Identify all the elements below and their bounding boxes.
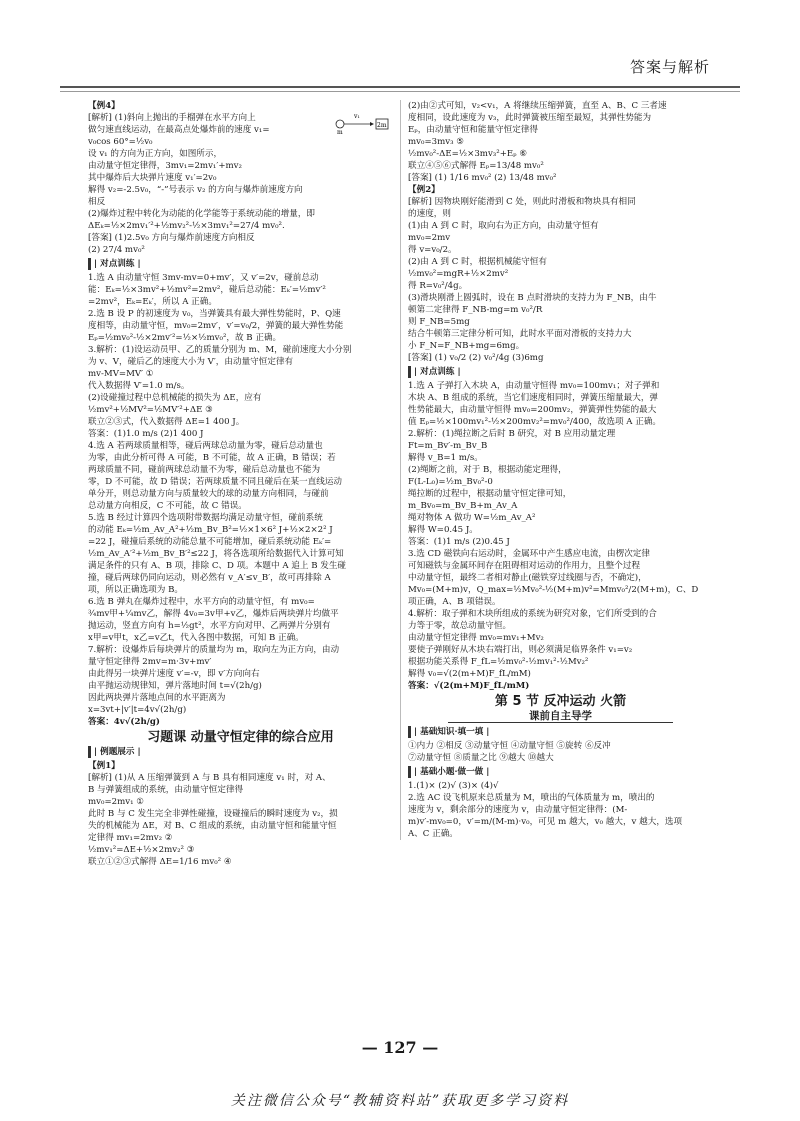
momentum-diagram [330,106,396,136]
text-line: 3.解析：(1)设运动员甲、乙的质量分别为 m、M，碰前速度大小分别 [88,345,352,355]
text-line: 答案：4v√(2h/g) [88,717,160,727]
text-line: mv-MV=MV′ ① [88,369,154,379]
text-line: 解得 v₀=√(2(m+M)F_fL/mM) [408,669,531,679]
text-line: [解析] (1)斜向上抛出的手榴弹在水平方向上 [88,113,256,123]
text-line: 1.选 A 子弹打入木块 A，由动量守恒得 mv₀=100mv₁；对子弹和 [408,381,660,391]
text-line: 答案：(1)1 m/s (2)0.45 J [408,537,510,547]
text-line: 4.选 A 若两球质量相等，碰后两球总动量为零，碰后总动量也 [88,441,323,451]
text-line: 定律得 mv₁=2mv₂ ② [88,833,173,843]
text-line: 单分开，则总动量方向与质量较大的球的动量方向相同，与碰前 [88,489,329,499]
text-line: v₀cos 60°=½v₀ [88,137,153,147]
text-line: | 对点训练 | [408,366,713,378]
text-line: B 与弹簧组成的系统，由动量守恒定律得 [88,785,244,795]
text-line: 由此得另一块弹片速度 v′=-v，即 v′方向向右 [88,669,260,679]
text-line: 其中爆炸后大块弹片速度 v₁′=2v₀ [88,173,217,183]
column-divider [400,100,401,840]
right-column [408,100,713,839]
text-line: 度相等，由动量守恒，mv₀=2mv′，v′=v₀/2，弹簧的最大弹性势能 [88,321,344,331]
text-line: 为 v、V，碰后乙的速度大小为 V′，由动量守恒定律有 [88,357,294,367]
text-line: 解得 v_B=1 m/s。 [408,453,483,463]
text-line: 项，所以正确选项为 B。 [88,585,183,595]
text-line: (2)由 A 到 C 时，根据机械能守恒有 [408,257,548,267]
text-line: mv₀=3mv₃ ⑤ [408,137,465,147]
right-subtitle: 课前自主导学 [448,710,673,723]
text-line: 值 Eₚ=½×100mv₁²-½×200mv₂²=mv₀²/400，故选项 A 正确。 [408,417,662,427]
text-line: Eₚ，由动量守恒和能量守恒定律得 [408,125,539,135]
text-line: 满足条件的只有 A、B 项，排除 C、D 项。本题中 A 追上 B 发生碰 [88,561,347,571]
page-number: — 127 — [361,1038,439,1057]
text-line: 1.(1)× (2)√ (3)× (4)√ [408,781,499,791]
text-line: | 对点训练 | [88,258,393,270]
text-line: 解得 v₂=-2.5v₀，“-”号表示 v₂ 的方向与爆炸前速度方向 [88,185,303,195]
text-line: 得 R=v₀²/4g。 [408,281,468,291]
diagram-label-2m: 2m [377,122,387,129]
text-line: 【例2】 [408,185,440,195]
text-line: 3.选 CD 磁铁向右运动时，金属环中产生感应电流，由楞次定律 [408,549,650,559]
text-line: 因此两块弹片落地点间的水平距离为 [88,693,226,703]
right-chapter-title: 第 5 节 反冲运动 火箭 [494,694,627,709]
text-line: mv₀=2mv₁ ① [88,797,145,807]
text-line: m)v′-mv₀=0，v′=m/(M-m)·v₀，可见 m 越大，v₀ 越大，v 越大，选项 [408,817,683,827]
text-line: 要使子弹刚好从木块右端打出，则必须满足临界条件 v₁=v₂ [408,645,633,655]
text-line: 度相同，设此速度为 v₃，此时弹簧被压缩至最短，其弹性势能为 [408,113,652,123]
text-line: 的动能 Eₖ=½m_Av_A²+½m_Bv_B²=½×1×6² J+½×2×2² J [88,525,333,535]
text-line: 由动量守恒定律得 mv₀=mv₁+Mv₂ [408,633,544,643]
text-line: 5.选 B 经过计算四个选项附带数据均满足动量守恒，碰前系统 [88,513,323,523]
text-line: 中动量守恒，最终二者相对静止(磁铁穿过线圈与否，不确定)， [408,573,647,583]
text-line: 为零，由此分析可得 A 可能，B 不可能，故 A 正确，B 错误；若 [88,453,336,463]
text-line: 联立①②③式解得 ΔE=1/16 mv₀² ④ [88,857,232,867]
text-line: 2.选 B 设 P 的初速度为 v₀，当弹簧具有最大弹性势能时，P、Q速 [88,309,341,319]
right-text-block [408,100,713,692]
text-line: 顿第二定律得 F_NB-mg=m v₀²/R [408,305,543,315]
text-line: F(L-L₀)=½m_Bv₀²-0 [408,477,493,487]
text-line: m_Bv₀=m_Bv_B+m_Av_A [408,501,518,511]
text-line: | 基础小题·做一做 | [408,766,713,778]
text-line: 由动量守恒定律得，3mv₁=2mv₁′+mv₂ [88,161,242,171]
text-line: 1.选 A 由动量守恒 3mv-mv=0+mv′，又 v′=2v，碰前总动 [88,273,319,283]
diagram-label-v1: v₁ [354,113,360,120]
text-line: 4.解析：取子弹和木块所组成的系统为研究对象，它们所受到的合 [408,609,657,619]
text-line: 项正确，A、B 项错误。 [408,597,501,607]
text-line: 解得 W=0.45 J。 [408,525,478,535]
text-line: [答案] (1)2.5v₀ 方向与爆炸前速度方向相反 [88,233,255,243]
left-chapter-title: 习题课 动量守恒定律的综合应用 [147,730,334,745]
text-line: ½m_Av_A′²+½m_Bv_B′²≤22 J，将各选项所给数据代入计算可知 [88,549,344,559]
text-line: 由平抛运动规律知，弹片落地时间 t=√(2h/g) [88,681,262,691]
text-line: 6.选 B 弹丸在爆炸过程中，水平方向的动量守恒，有 mv₀= [88,597,315,607]
text-line: ½mv₀²-ΔE=½×3mv₃²+Eₚ ⑥ [408,149,528,159]
text-line: 根据功能关系得 F_fL=½mv₀²-½mv₁²-½Mv₂² [408,657,589,667]
text-line: (3)滑块刚滑上圆弧时，设在 B 点时滑块的支持力为 F_NB，由牛 [408,293,657,303]
text-line: | 基础知识·填一填 | [408,726,713,738]
text-line: (2) 27/4 mv₀² [88,245,145,255]
text-line: 抛运动，竖直方向有 h=½gt²，水平方向对甲、乙两弹片分别有 [88,621,331,631]
text-line: 【例1】 [88,761,120,771]
text-line: ½mv₀²=mgR+½×2mv² [408,269,509,279]
text-line: Mv₀=(M+m)v，Q_max=½Mv₀²-½(M+m)v²=Mmv₀²/2(M+m)，C、D [408,585,699,595]
text-line: ½mv²+½MV²=½MV′²+ΔE ③ [88,405,213,415]
text-line: 设 v₁ 的方向为正方向，如图所示， [88,149,223,159]
text-line: 结合牛顿第三定律分析可知，此时水平面对滑板的支持力大 [408,329,632,339]
left-column [88,100,393,875]
text-line: A、C 正确。 [408,829,458,839]
text-line: 答案：√(2(m+M)F_fL/mM) [408,681,530,691]
left-text-block-2 [88,746,393,868]
text-line: 得 v=v₀/2。 [408,245,457,255]
right-text-block-2 [408,726,713,840]
text-line: (1)由 A 到 C 时，取向右为正方向，由动量守恒有 [408,221,599,231]
text-line: 总动量方向相反，C 不可能，故 C 错误。 [88,501,247,511]
text-line: 可知磁铁与金属环间存在阻碍相对运动的作用力，且整个过程 [408,561,641,571]
text-line: (2)设碰撞过程中总机械能的损失为 ΔE，应有 [88,393,262,403]
text-line: 联立②③式，代入数据得 ΔE=1 400 J。 [88,417,245,427]
text-line: =2mv²，Eₖ=Eₖ′，所以 A 正确。 [88,297,217,307]
text-line: [答案] (1) v₀/2 (2) v₀²/4g (3)6mg [408,353,544,363]
text-line: 撞，碰后两球仍同向运动，则必然有 v_A′≤v_B′，故可再排除 A [88,573,331,583]
text-line: 小 F_N=F_NB+mg=6mg。 [408,341,525,351]
text-line: ΔEₖ=½×2mv₁′²+½mv₂²-½×3mv₁²=27/4 mv₀². [88,221,285,231]
text-line: =22 J，碰撞后系统的动能总量不可能增加，碰后系统动能 Eₖ′= [88,537,332,547]
text-line: 失的机械能为 ΔE，对 B、C 组成的系统，由动量守恒和能量守恒 [88,821,337,831]
text-line: [解析] 因物块刚好能滑到 C 处，则此时滑板和物块具有相同 [408,197,636,207]
text-line: 能：Eₖ=½×3mv²+½mv²=2mv²，碰后总动能：Eₖ′=½mv′² [88,285,326,295]
text-line: 2.解析：(1)绳拉断之后时 B 研究，对 B 应用动量定理 [408,429,616,439]
text-line: 力等于零，故总动量守恒。 [408,621,512,631]
text-line: ¾mv甲+¼mv乙，解得 4v₀=3v甲+v乙，爆炸后两块弹片均做平 [88,609,339,619]
header-rule [60,91,740,92]
text-line: (2)绳断之前，对于 B，根据动能定理得， [408,465,567,475]
text-line: 代入数据得 V′=1.0 m/s。 [88,381,190,391]
text-line: 相反 [88,197,106,207]
text-line: 此时 B 与 C 发生完全非弹性碰撞，设碰撞后的瞬时速度为 v₂，损 [88,809,338,819]
text-line: mv₀=2mv [408,233,451,243]
text-line: ½mv₁²=ΔE+½×2mv₂² ③ [88,845,195,855]
text-line: (2)爆炸过程中转化为动能的化学能等于系统动能的增量，即 [88,209,316,219]
left-text-block [88,100,393,728]
text-line: 的速度，则 [408,209,451,219]
text-line: | 例题展示 | [88,746,393,758]
text-line: 性势能最大，由动量守恒得 mv₀=200mv₂，弹簧弹性势能的最大 [408,405,657,415]
text-line: 绳对物体 A 做功 W=½m_Av_A² [408,513,536,523]
text-line: x甲=v甲t，x乙=v乙t，代入各图中数据，可知 B 正确。 [88,633,304,643]
footer-note: 关注微信公众号“教辅资料站”获取更多学习资料 [230,1093,570,1109]
text-line: 零，D 不可能，故 D 错误；若两球质量不同且碰后在某一直线运动 [88,477,343,487]
text-line: 量守恒定律得 2mv=m·3v+mv′ [88,657,212,667]
text-line: x=3vt+|v′|t=4v√(2h/g) [88,705,187,715]
text-line: (2)由②式可知，v₂<v₁，A 将继续压缩弹簧，直至 A、B、C 三者速 [408,101,667,111]
text-line: 做匀速直线运动，在最高点处爆炸前的速度 v₁= [88,125,270,135]
text-line: ①内力 ②相反 ③动量守恒 ④动量守恒 ⑤旋转 ⑥反冲 [408,741,611,751]
text-line: [答案] (1) 1/16 mv₀² (2) 13/48 mv₀² [408,173,557,183]
text-line: ⑦动量守恒 ⑧质量之比 ⑨越大 ⑩越大 [408,753,554,763]
text-line: 木块 A、B 组成的系统，当它们速度相同时，弹簧压缩量最大，弹 [408,393,659,403]
header-title: 答案与解析 [629,58,710,76]
text-line: Ft=m_Bv′-m_Bv_B [408,441,488,451]
text-line: 答案：(1)1.0 m/s (2)1 400 J [88,429,204,439]
page-header [60,48,740,88]
diagram-label-m: m [337,129,343,136]
text-line: 速度为 v，剩余部分的速度为 v，由动量守恒定律得：(M- [408,805,628,815]
text-line: 两球质量不同，碰前两球总动量不为零，碰后总动量也不能为 [88,465,321,475]
text-line: 2.选 AC 设飞机原来总质量为 M，喷出的气体质量为 m，喷出的 [408,793,655,803]
text-line: 【例4】 [88,101,120,111]
text-line: 绳拉断的过程中，根据动量守恒定律可知， [408,489,572,499]
text-line: 7.解析：设爆炸后每块弹片的质量均为 m，取向左为正方向，由动 [88,645,340,655]
text-line: [解析] (1)从 A 压缩弹簧到 A 与 B 具有相同速度 v₁ 时，对 A、 [88,773,331,783]
text-line: 则 F_NB=5mg [408,317,470,327]
text-line: 联立④⑤⑥式解得 Eₚ=13/48 mv₀² [408,161,544,171]
text-line: Eₚ=½mv₀²-½×2mv′²=½×½mv₀²，故 B 正确。 [88,333,282,343]
